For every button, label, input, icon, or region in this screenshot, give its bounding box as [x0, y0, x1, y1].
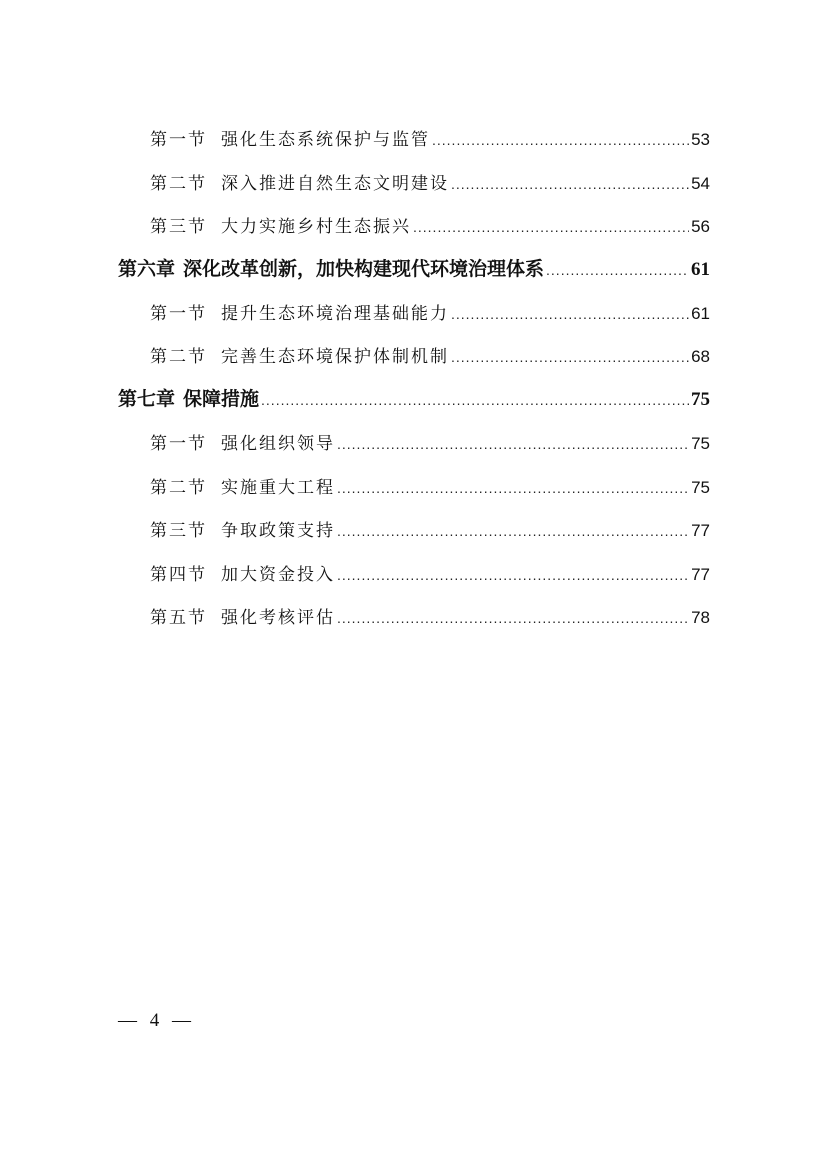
toc-section-number: 第一节: [150, 304, 207, 324]
toc-page-number: 75: [691, 434, 710, 453]
toc-page-number: 78: [691, 608, 710, 627]
toc-page-number: 68: [691, 347, 710, 366]
toc-dot-leader: [546, 262, 689, 278]
toc-section-number: 第二节: [150, 347, 207, 367]
toc-page-number: 77: [691, 521, 710, 540]
toc-dot-leader: [337, 480, 689, 496]
toc-dot-leader: [337, 567, 689, 583]
toc-entry-section[interactable]: [150, 169, 710, 194]
toc-section-number: 第四节: [150, 565, 207, 585]
toc-page-number: 75: [691, 389, 710, 410]
toc-chapter-number: 第七章: [118, 388, 176, 410]
toc-page-number: 54: [691, 174, 710, 193]
toc-section-title: 提升生态环境治理基础能力: [221, 304, 449, 324]
toc-page-number: 61: [691, 304, 710, 323]
toc-page-number: 56: [691, 217, 710, 236]
toc-dot-leader: [451, 306, 689, 322]
toc-section-title: 加大资金投入: [221, 565, 335, 585]
toc-entry-section[interactable]: [150, 125, 710, 150]
toc-page-number: 75: [691, 478, 710, 497]
toc-chapter-title: 保障措施: [183, 388, 260, 410]
toc-section-number: 第三节: [150, 521, 207, 541]
toc-section-number: 第三节: [150, 217, 207, 237]
toc-entry-chapter[interactable]: [118, 254, 710, 281]
toc-entry-section[interactable]: [150, 603, 710, 628]
toc-section-number: 第二节: [150, 174, 207, 194]
toc-section-number: 第一节: [150, 434, 207, 454]
toc-dot-leader: [451, 349, 689, 365]
toc-chapter-number: 第六章: [118, 258, 176, 280]
toc-chapter-title: 深化改革创新，加快构建现代环境治理体系: [183, 258, 545, 280]
toc-section-title: 强化生态系统保护与监管: [221, 130, 430, 150]
toc-section-number: 第五节: [150, 608, 207, 628]
toc-section-title: 争取政策支持: [221, 521, 335, 541]
toc-entry-section[interactable]: [150, 299, 710, 324]
toc-dot-leader: [337, 436, 689, 452]
toc-entry-chapter[interactable]: [118, 384, 710, 411]
toc-dot-leader: [337, 610, 689, 626]
toc-dot-leader: [451, 176, 689, 192]
footer-page-number: — 4 —: [118, 1010, 195, 1031]
toc-section-number: 第一节: [150, 130, 207, 150]
toc-section-title: 完善生态环境保护体制机制: [221, 347, 449, 367]
toc-entry-section[interactable]: [150, 516, 710, 541]
toc-section-title: 强化组织领导: [221, 434, 335, 454]
toc-section-title: 深入推进自然生态文明建设: [221, 174, 449, 194]
toc-entry-section[interactable]: [150, 429, 710, 454]
toc-dot-leader: [261, 392, 689, 408]
toc-entry-section[interactable]: [150, 560, 710, 585]
toc-page-number: 53: [691, 130, 710, 149]
toc-entry-section[interactable]: [150, 342, 710, 367]
toc-dot-leader: [413, 219, 689, 235]
toc-dot-leader: [337, 523, 689, 539]
toc-page-number: 61: [691, 259, 710, 280]
toc-entry-section[interactable]: [150, 212, 710, 237]
toc-entry-section[interactable]: [150, 473, 710, 498]
toc-dot-leader: [432, 132, 689, 148]
toc-section-title: 强化考核评估: [221, 608, 335, 628]
toc-section-title: 大力实施乡村生态振兴: [221, 217, 411, 237]
toc-section-number: 第二节: [150, 478, 207, 498]
toc-page-number: 77: [691, 565, 710, 584]
toc-section-title: 实施重大工程: [221, 478, 335, 498]
